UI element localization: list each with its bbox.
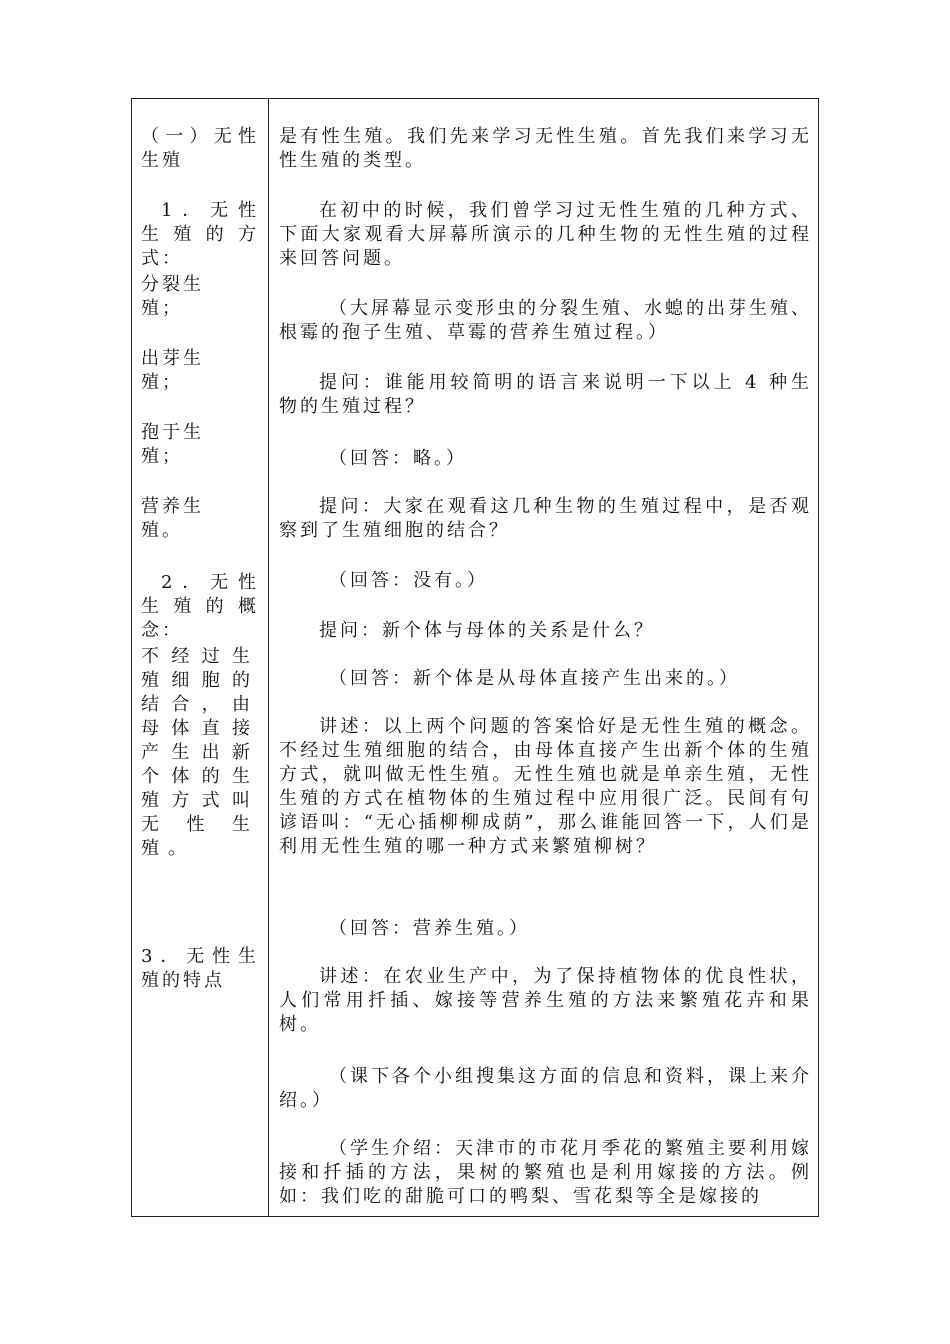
paragraph-answer4: （回答：营养生殖。） (329, 918, 530, 939)
method-spore-first: 孢于生 (141, 422, 204, 443)
concept-text: 不经过生殖细胞的结合，由母体直接产生出新个体的生殖方式叫无性生殖。 (141, 646, 259, 859)
paragraph-homework: （课下各个小组搜集这方面的信息和资料，课上来介绍。） (279, 1066, 812, 1111)
paragraph-answer1: （回答：略。） (329, 448, 467, 469)
paragraph-intro: 是有性生殖。我们先来学习无性生殖。首先我们来学习无性生殖的类型。 (279, 126, 812, 171)
paragraph-question1: 提问：谁能用较简明的语言来说明一下以上 4 种生物的生殖过程？ (279, 372, 812, 417)
method-budding (141, 347, 259, 395)
method-vegetative-first: 营养生 (141, 496, 204, 517)
paragraph-recall: 在初中的时候，我们曾学习过无性生殖的几种方式、下面大家观看大屏幕所演示的几种生物的无性生殖的过程来回答问题。 (279, 200, 812, 269)
method-fission-second: 殖； (141, 298, 183, 319)
outline-column (132, 99, 268, 1216)
paragraph-student: （学生介绍：天津市的市花月季花的繁殖主要利用嫁接和扦插的方法，果树的繁殖也是利用嫁接的方法。例如：我们吃的甜脆可口的鸭梨、雪花梨等全是嫁接的 (279, 1138, 812, 1207)
method-spore-second: 殖； (141, 446, 183, 467)
paragraph-question2: 提问：大家在观看这几种生物的生殖过程中，是否观察到了生殖细胞的结合？ (279, 496, 812, 541)
paragraph-lecture1: 讲述：以上两个问题的答案恰好是无性生殖的概念。不经过生殖细胞的结合，由母体直接产生出新个体的生殖方式，就叫做无性生殖。无性生殖也就是单亲生殖，无性生殖的方式在植物体的生殖过程中应用很广泛。民间有句谚语叫：“无心插柳柳成荫”，那么谁能回答一下，人们是利用无性生殖的哪一种方式来繁殖柳树？ (279, 716, 812, 857)
section-heading: （一）无性生殖 (141, 126, 259, 171)
method-fission (141, 273, 259, 321)
paragraph-question3: 提问：新个体与母体的关系是什么？ (319, 620, 655, 641)
method-budding-second: 殖； (141, 372, 183, 393)
features-heading: 3．无性生殖的特点 (141, 946, 259, 991)
method-fission-first: 分裂生 (141, 274, 204, 295)
method-vegetative (141, 495, 259, 543)
method-vegetative-second: 殖。 (141, 520, 183, 541)
concept-heading: 2．无性生殖的概念： (141, 572, 259, 641)
method-heading: 1．无性生殖的方式： (141, 200, 259, 269)
lesson-plan-table (131, 98, 819, 1217)
paragraph-answer2: （回答：没有。） (329, 570, 488, 591)
paragraph-answer3: （回答：新个体是从母体直接产生出来的。） (329, 668, 740, 689)
content-column (269, 99, 820, 1216)
paragraph-screen: （大屏幕显示变形虫的分裂生殖、水螅的出芽生殖、根霉的孢子生殖、草霉的营养生殖过程。） (279, 298, 812, 343)
method-spore (141, 421, 259, 469)
method-budding-first: 出芽生 (141, 348, 204, 369)
paragraph-lecture2: 讲述：在农业生产中，为了保持植物体的优良性状，人们常用扦插、嫁接等营养生殖的方法来繁殖花卉和果树。 (279, 966, 812, 1035)
